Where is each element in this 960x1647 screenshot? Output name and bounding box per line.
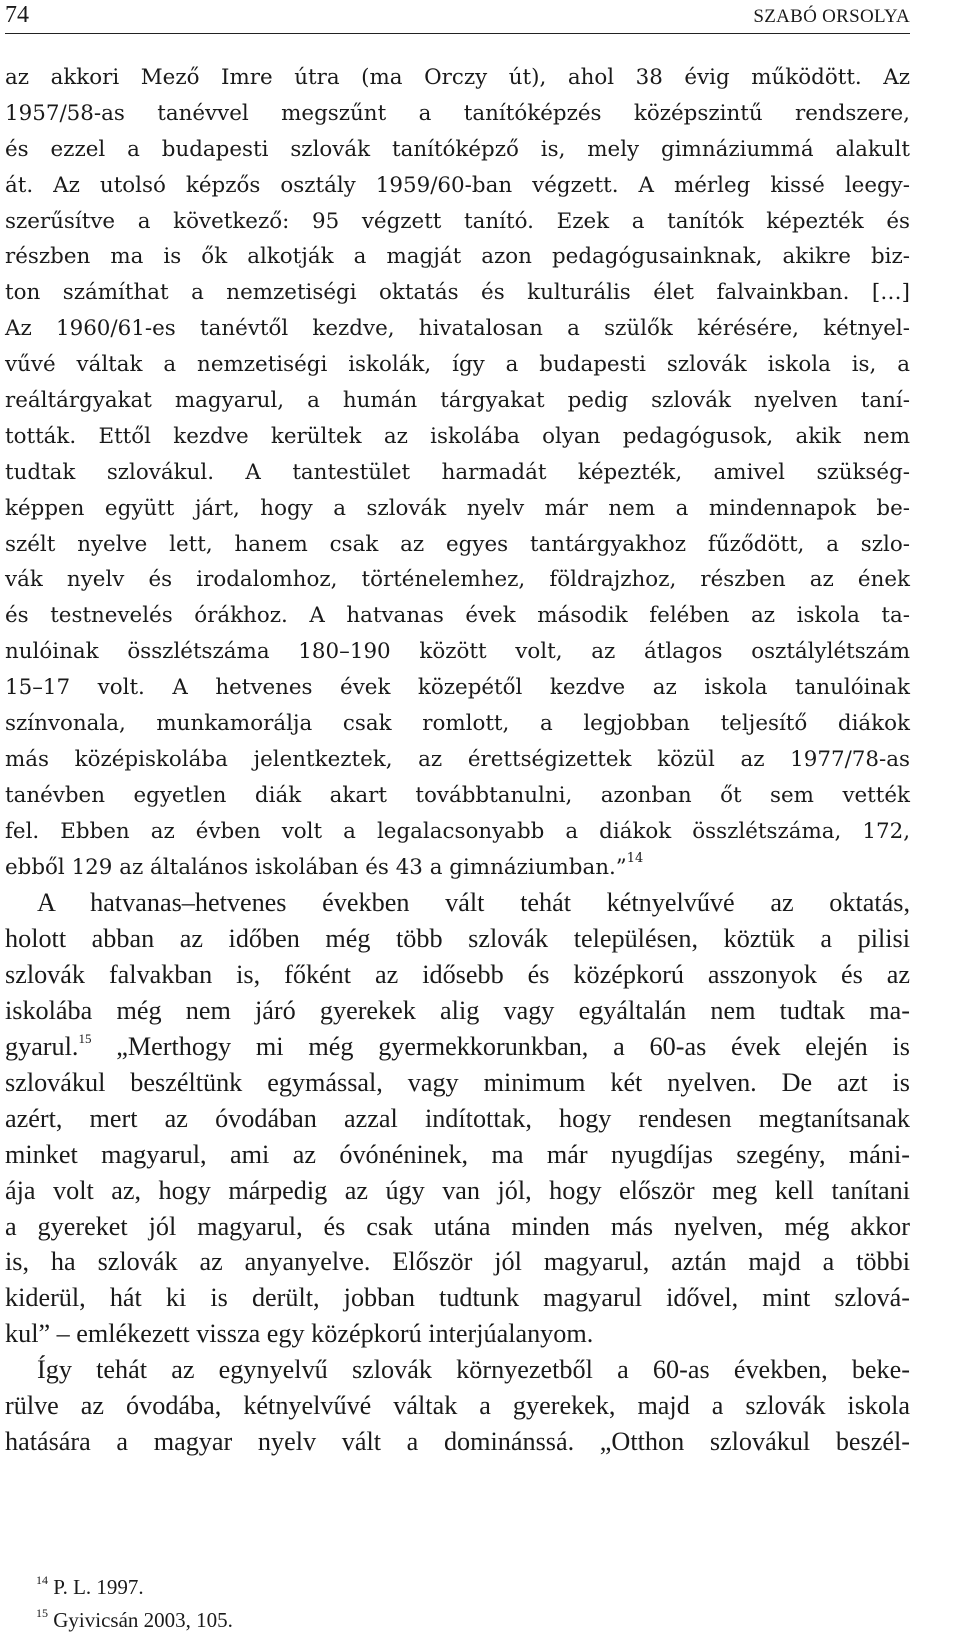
quote-line: 1957/58-as tanévvel megszűnt a tanítóképzés középszintű rendszere, xyxy=(5,100,910,126)
paragraph-line: is, ha szlovák az anyanyelve. Először jól magyarul, aztán majd a többi xyxy=(5,1247,910,1277)
quote-line: vák nyelv és irodalomhoz, történelemhez, földrajzhoz, részben az ének xyxy=(5,567,910,593)
footnote xyxy=(36,1604,636,1637)
quote-line: képpen együtt járt, hogy a szlovák nyelv már nem a mindennapok be- xyxy=(5,495,910,521)
quote-line: nulóinak összlétszáma 180–190 között volt, az átlagos osztálylétszám xyxy=(5,639,910,665)
footnote-text: P. L. 1997. xyxy=(53,1575,144,1599)
paragraph-line: kiderül, hát ki is derült, jobban tudtunk magyarul idővel, mint szlová- xyxy=(5,1283,910,1313)
paragraph-line: szlovák falvakban is, főként az idősebb és középkorú asszonyok és az xyxy=(5,960,910,990)
quote-line: ton számíthat a nemzetiségi oktatás és kulturális élet falvainkban. […] xyxy=(5,280,910,306)
paragraph-line: A hatvanas–hetvenes években vált tehát kétnyelvűvé az oktatás, xyxy=(37,888,910,918)
footnote-ref-14: 14 xyxy=(626,850,644,866)
footnote xyxy=(36,1571,636,1604)
quote-line: át. Az utolsó képzős osztály 1959/60-ban végzett. A mérleg kissé leegy- xyxy=(5,172,910,198)
quote-line: vűvé váltak a nemzetiségi iskolák, így a budapesti szlovák iskola is, a xyxy=(5,352,910,378)
paragraph-line: hatására a magyar nyelv vált a dominánssá. „Otthon szlovákul beszél- xyxy=(5,1426,910,1456)
body-text xyxy=(5,60,910,1460)
running-head: SZABÓ ORSOLYA xyxy=(753,6,910,27)
quote-line: Az 1960/61-es tanévtől kezdve, hivatalosan a szülők kérésére, kétnyel- xyxy=(5,316,910,342)
quote-line: és testnevelés órákhoz. A hatvanas évek második felében az iskola ta- xyxy=(5,603,910,629)
footnote-number: 15 xyxy=(36,1606,48,1620)
quote-line: szélt nyelve lett, hanem csak az egyes tantárgyakhoz fűződött, a szlo- xyxy=(5,531,910,557)
quote-line: fel. Ebben az évben volt a legalacsonyabb a diákok összlétszáma, 172, xyxy=(5,818,910,844)
quote-line: és ezzel a budapesti szlovák tanítóképző is, mely gimnáziummá alakult xyxy=(5,136,910,162)
paragraph-line: iskolába még nem járó gyerekek alig vagy egyáltalán nem tudtak ma- xyxy=(5,996,910,1026)
paragraph-line: rülve az óvodába, kétnyelvűvé váltak a gyerekek, majd a szlovák iskola xyxy=(5,1390,910,1420)
quote-line: szerűsítve a következő: 95 végzett tanító. Ezek a tanítók képezték és xyxy=(5,208,910,234)
paragraph-line: minket magyarul, ami az óvónéninek, ma már nyugdíjas szegény, máni- xyxy=(5,1139,910,1169)
paragraph-line: szlovákul beszéltünk egymással, vagy minimum két nyelven. De azt is xyxy=(5,1067,910,1097)
quote-line: az akkori Mező Imre útra (ma Orczy út), ahol 38 évig működött. Az xyxy=(5,65,910,90)
paragraph-text: gyarul. xyxy=(5,1032,79,1062)
paragraph-text: „Merthogy mi még gyermekkorunkban, a 60-as évek elején is xyxy=(91,1032,910,1062)
quote-line: tanévben egyetlen diák akart továbbtanulni, azonban őt sem vették xyxy=(5,782,910,808)
quote-line: színvonala, munkamorálja csak romlott, a legjobban teljesítő diákok xyxy=(5,711,910,737)
paragraph-line: Így tehát az egynyelvű szlovák környezetből a 60-as években, beke- xyxy=(37,1355,910,1385)
paragraph-line: azért, mert az óvodában azzal indítottak, hogy rendesen megtanítsanak xyxy=(5,1103,910,1133)
quote-line: tudtak szlovákul. A tantestület harmadát képezték, amivel szükség- xyxy=(5,459,910,485)
footnote-text: Gyivicsán 2003, 105. xyxy=(53,1608,233,1632)
footnote-ref-15: 15 xyxy=(78,1031,92,1047)
quote-line: 15–17 volt. A hetvenes évek közepétől kezdve az iskola tanulóinak xyxy=(5,675,910,701)
paragraph-line: holott abban az időben még több szlovák településen, köztük a pilisi xyxy=(5,924,910,954)
quote-line-text: ebből 129 az általános iskolában és 43 a gimnáziumban.” xyxy=(5,854,627,880)
paragraph-line: ája volt az, hogy márpedig az úgy van jól, hogy először meg kell tanítani xyxy=(5,1175,910,1205)
quote-line: reáltárgyakat magyarul, a humán tárgyakat pedig szlovák nyelven taní- xyxy=(5,388,910,414)
quote-line: részben ma is ők alkotják a magját azon pedagógusainknak, akikre biz- xyxy=(5,244,910,270)
paragraph-line: kul” – emlékezett vissza egy középkorú interjúalanyom. xyxy=(5,1319,594,1349)
page-header xyxy=(5,0,910,34)
footnote-number: 14 xyxy=(36,1573,48,1587)
page-number: 74 xyxy=(5,2,29,28)
quote-line-last xyxy=(5,850,910,886)
quote-line: más középiskolába jelentkeztek, az érettségizettek közül az 1977/78-as xyxy=(5,746,910,772)
block-quote xyxy=(5,60,910,885)
paragraph-line xyxy=(5,1029,910,1065)
footnotes xyxy=(36,1571,636,1637)
paragraph-3 xyxy=(5,1352,910,1460)
paragraph-2 xyxy=(5,885,910,1352)
paragraph-line: a gyereket jól magyarul, és csak utána minden más nyelven, még akkor xyxy=(5,1211,910,1241)
quote-line: tották. Ettől kezdve kerültek az iskolába olyan pedagógusok, akik nem xyxy=(5,423,910,449)
